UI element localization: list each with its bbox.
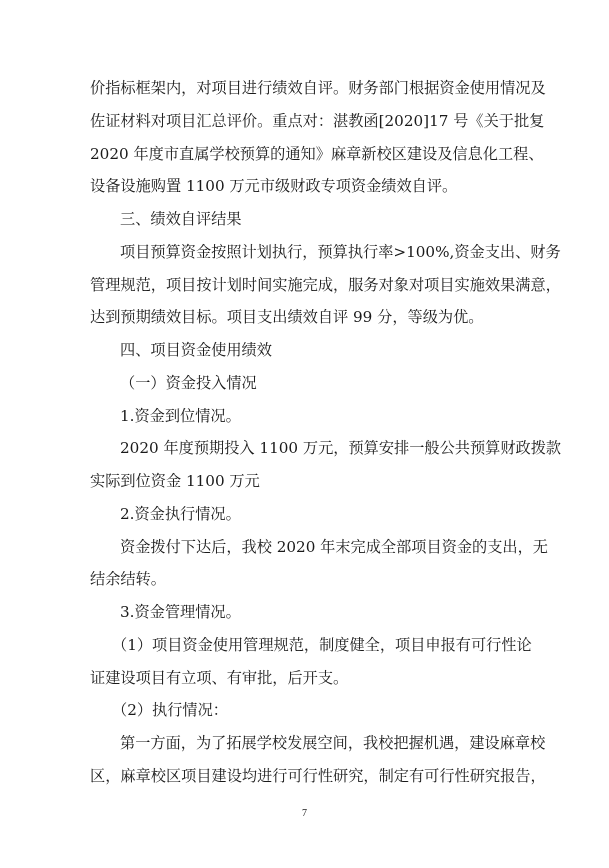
item-heading: 3.资金管理情况。 <box>120 603 241 621</box>
subsection-heading: （一）资金投入情况 <box>120 374 257 392</box>
body-text-line: 达到预期绩效目标。项目支出绩效自评 99 分，等级为优。 <box>90 308 484 326</box>
body-text-line: 佐证材料对项目汇总评价。重点对：湛教函[2020]17 号《关于批复 <box>90 112 545 130</box>
section-heading: 三、绩效自评结果 <box>120 210 242 228</box>
paragraph-first-line: 第一方面，为了拓展学校发展空间，我校把握机遇，建设麻章校 <box>120 734 546 752</box>
page-number: 7 <box>302 808 307 819</box>
body-text-line: 设备设施购置 1100 万元市级财政专项资金绩效自评。 <box>90 177 458 195</box>
paragraph-first-line: 2020 年度预期投入 1100 万元，预算安排一般公共预算财政拨款 <box>120 439 562 457</box>
item-heading: （2）执行情况： <box>112 701 228 719</box>
paragraph-first-line: （1）项目资金使用管理规范，制度健全，项目申报有可行性论 <box>112 636 532 654</box>
paragraph-first-line: 项目预算资金按照计划执行，预算执行率>100%,资金支出、财务 <box>120 243 561 261</box>
body-text-line: 结余结转。 <box>90 570 166 588</box>
body-text-line: 区，麻章校区项目建设均进行可行性研究，制定有可行性研究报告， <box>90 767 546 785</box>
body-text-line: 证建设项目有立项、有审批，后开支。 <box>90 669 349 687</box>
body-text-line: 2020 年度市直属学校预算的通知》麻章新校区建设及信息化工程、 <box>90 145 544 163</box>
section-heading: 四、项目资金使用绩效 <box>120 341 272 359</box>
item-heading: 1.资金到位情况。 <box>120 407 241 425</box>
body-text-line: 管理规范，项目按计划时间实施完成，服务对象对项目实施效果满意， <box>90 276 561 294</box>
body-text-line: 实际到位资金 1100 万元 <box>90 472 260 490</box>
item-heading: 2.资金执行情况。 <box>120 505 241 523</box>
body-text-line: 价指标框架内，对项目进行绩效自评。财务部门根据资金使用情况及 <box>90 79 546 97</box>
paragraph-first-line: 资金拨付下达后，我校 2020 年末完成全部项目资金的支出，无 <box>120 538 548 556</box>
